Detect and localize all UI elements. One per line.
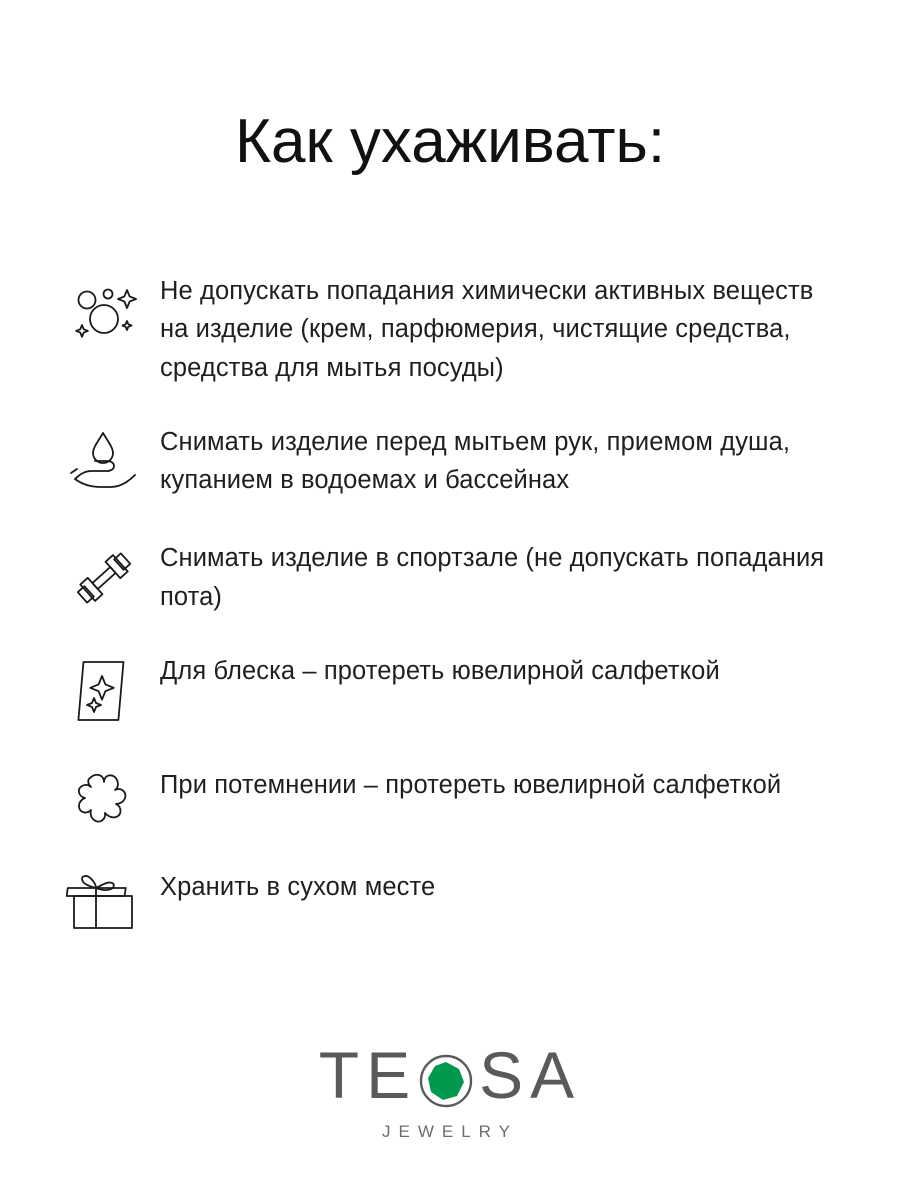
bubbles-sparkle-icon: [48, 272, 160, 346]
list-item: [48, 272, 840, 387]
logo-wordmark: [318, 1038, 582, 1112]
list-item-label: Снимать изделие перед мытьем рук, приемом душа, купанием в водоемах и бассейнах: [160, 427, 791, 494]
list-item-label: При потемнении – протереть ювелирной салфеткой: [160, 770, 782, 799]
list-item: [48, 423, 840, 500]
list-item-label: Хранить в сухом месте: [160, 872, 436, 901]
logo-tagline: JEWELRY: [382, 1122, 518, 1141]
logo-text-before: TE: [318, 1038, 418, 1112]
logo-text-after: SA: [479, 1038, 582, 1112]
green-gemstone-icon: [419, 1052, 473, 1106]
crumpled-cloth-icon: [48, 766, 160, 836]
list-item: [48, 539, 840, 616]
page-title: Как ухаживать:: [234, 107, 666, 176]
care-instructions-list: [48, 272, 840, 934]
list-item: [48, 652, 840, 728]
list-item-label: Не допускать попадания химически активных веществ на изделие (крем, парфюмерия, чистящие средства, средства для мытья посуды): [160, 277, 814, 382]
dumbbell-icon: [48, 539, 160, 613]
brand-logo: [0, 1038, 900, 1142]
polishing-cloth-sparkle-icon: [48, 652, 160, 728]
list-item: [48, 766, 840, 836]
list-item-label: Для блеска – протереть ювелирной салфеткой: [160, 656, 720, 685]
list-item: [48, 868, 840, 934]
hand-water-drop-icon: [48, 423, 160, 493]
list-item-label: Снимать изделие в спортзале (не допускать попадания пота): [160, 544, 825, 611]
gift-box-icon: [48, 868, 160, 934]
